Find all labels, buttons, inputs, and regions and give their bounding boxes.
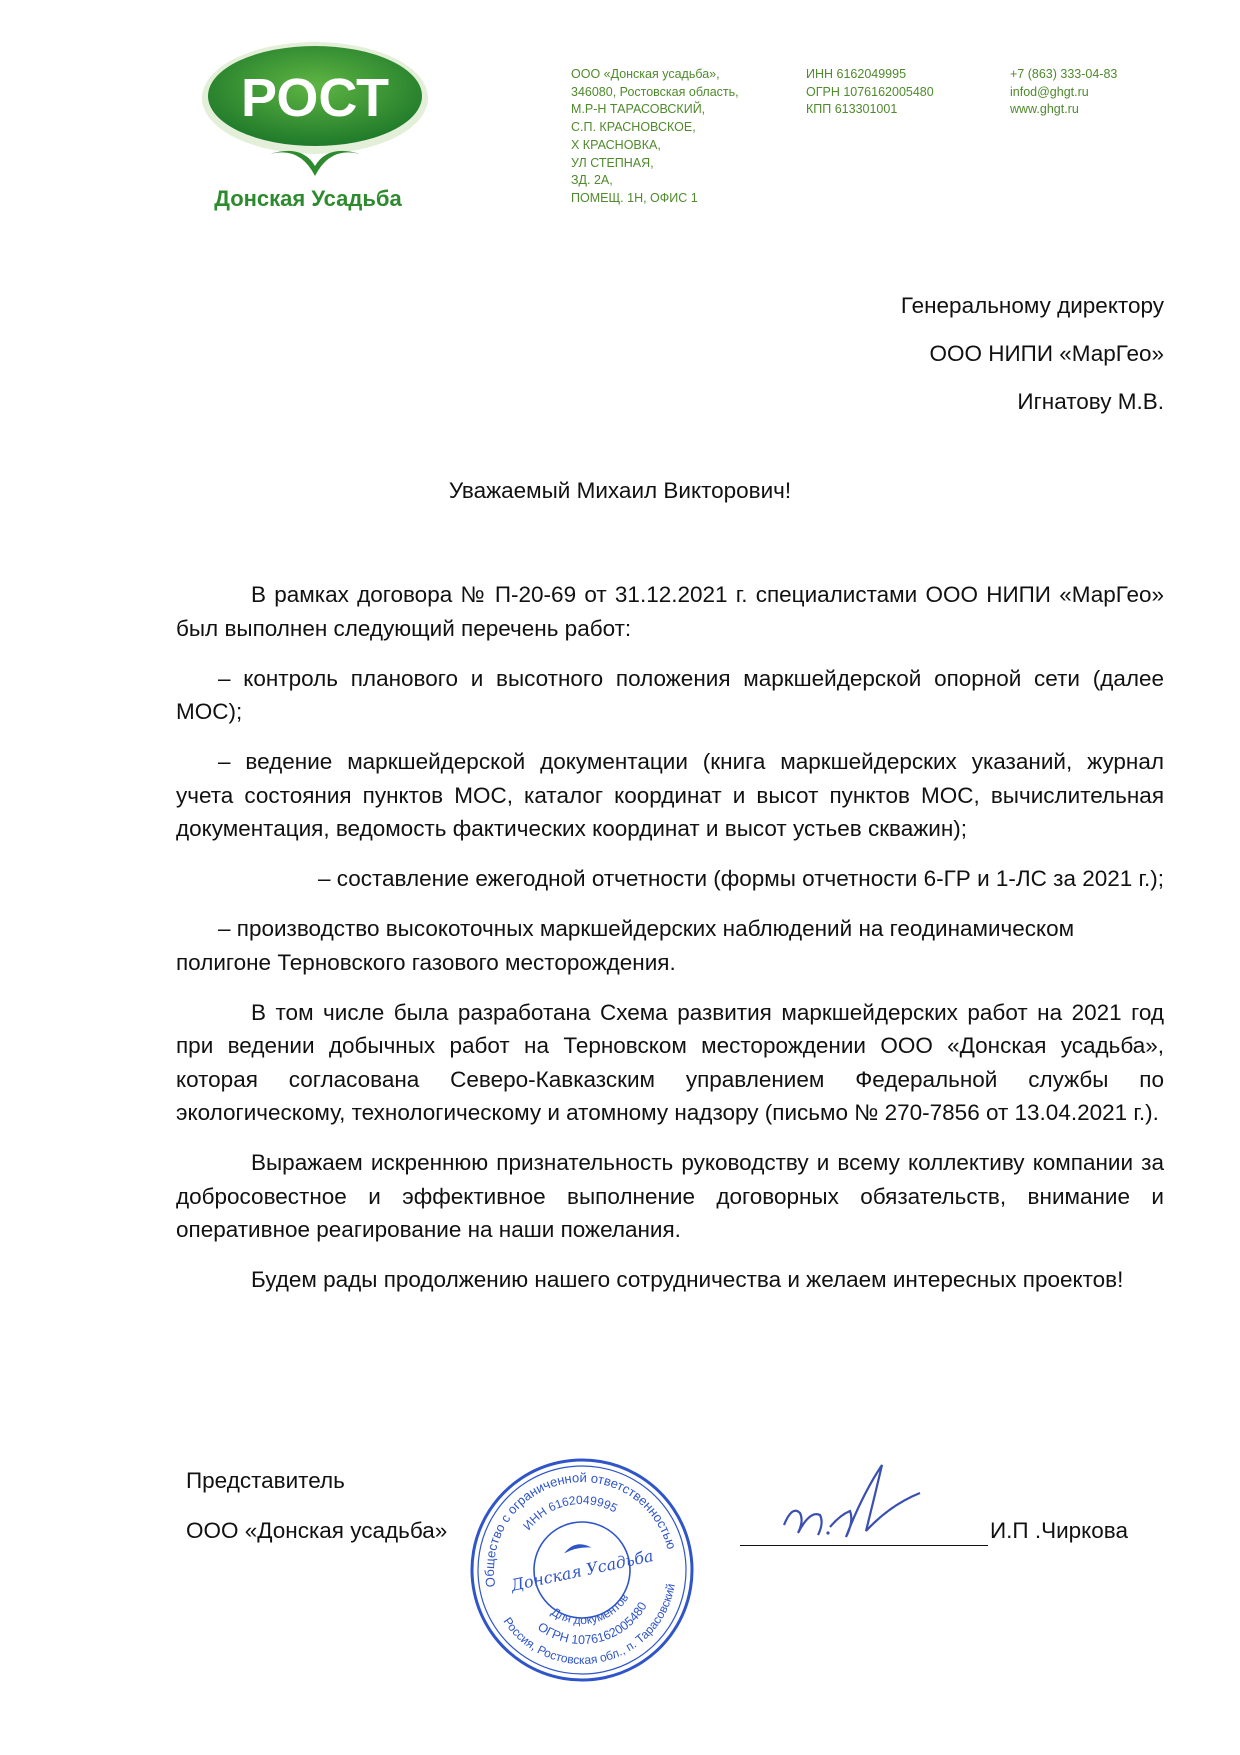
addressee-position: Генеральному директору [900, 293, 1164, 318]
address-line: ООО «Донская усадьба», [571, 67, 720, 81]
address-line: ПОМЕЩ. 1Н, ОФИС 1 [571, 190, 698, 205]
company-logo [190, 36, 440, 226]
address-line: УЛ СТЕПНАЯ, [571, 155, 654, 170]
company-address [571, 66, 739, 208]
website-line: www.ghgt.ru [1010, 102, 1079, 117]
stamp-location: Россия, Ростовская обл., п. Тарасовский [500, 1582, 678, 1668]
logo-sub-text: Донская Усадьба [214, 186, 402, 211]
addressee-company: ООО НИПИ «МарГео» [929, 341, 1164, 366]
stamp-inn: ИНН 6162049995 [520, 1492, 620, 1533]
address-line: ЗД. 2А, [571, 173, 613, 188]
address-line: С.П. КРАСНОВСКОЕ, [571, 120, 696, 135]
greeting: Уважаемый Михаил Викторович! [448, 478, 792, 503]
company-registry [806, 66, 934, 119]
company-stamp [464, 1452, 700, 1688]
logo-main-text: РОСТ [241, 68, 389, 128]
work-item: – контроль планового и высотного положения маркшейдерской опорной сети (далее МОС); [176, 665, 1164, 724]
work-item: – составление ежегодной отчетности (формы отчетности 6-ГР и 1-ЛС за 2021 г.); [317, 866, 1164, 891]
kpp-line: КПП 613301001 [806, 102, 898, 117]
company-contacts [1010, 66, 1117, 119]
handwritten-signature [770, 1455, 950, 1550]
stamp-center-text: Донская Усадьба [509, 1546, 656, 1595]
addressee-name: Игнатову М.В. [1017, 389, 1164, 414]
work-item: – производство высокоточных маркшейдерских наблюдений на геодинамическом полигоне Терновского газового месторождения. [176, 916, 1075, 975]
inn-line: ИНН 6162049995 [806, 67, 907, 81]
body-paragraph: В том числе была разработана Схема развития маркшейдерских работ на 2021 год при ведении добычных работ на Терновском месторождении ООО «Донская усадьба», которая согласована Северо-Кавказским управлением Федеральной службы по экологическому, технологическому и атомному надзору (письмо № 270-7856 от 13.04.2021 г.). [176, 999, 1164, 1125]
address-line: 346080, Ростовская область, [571, 84, 739, 99]
stamp-outer-text: Общество с ограниченной ответственностью [481, 1469, 680, 1589]
signer-organization: ООО «Донская усадьба» [186, 1518, 448, 1543]
address-line: Х КРАСНОВКА, [571, 137, 661, 152]
address-line: М.Р-Н ТАРАСОВСКИЙ, [571, 102, 706, 117]
work-item: – ведение маркшейдерской документации (книга маркшейдерских указаний, журнал учета состояния пунктов МОС, каталог координат и высот пунктов МОС, вычислительная документация, ведомость фактических координат и высот устьев скважин); [176, 749, 1164, 841]
letter-body [176, 578, 1164, 1313]
stamp-ogrn: ОГРН 1076162005480 [535, 1599, 650, 1648]
signer-name: И.П .Чиркова [990, 1518, 1128, 1543]
body-paragraph: Выражаем искреннюю признательность руководству и всему коллективу компании за добросовестное и эффективное выполнение договорных обязательств, внимание и оперативное реагирование на наши пожелания. [176, 1150, 1164, 1242]
phone-line: +7 (863) 333-04-83 [1010, 67, 1118, 81]
stamp-emblem-icon [563, 1542, 592, 1554]
body-paragraph: В рамках договора № П-20-69 от 31.12.2021 г. специалистами ООО НИПИ «МарГео» был выполнен следующий перечень работ: [176, 582, 1164, 641]
addressee-block [901, 282, 1164, 426]
stamp-purpose: Для документов [548, 1591, 632, 1628]
email-line: infod@ghgt.ru [1010, 84, 1089, 99]
ogrn-line: ОГРН 1076162005480 [806, 84, 934, 99]
body-paragraph: Будем рады продолжению нашего сотрудничества и желаем интересных проектов! [251, 1267, 1124, 1292]
signer-title: Представитель [186, 1468, 345, 1493]
